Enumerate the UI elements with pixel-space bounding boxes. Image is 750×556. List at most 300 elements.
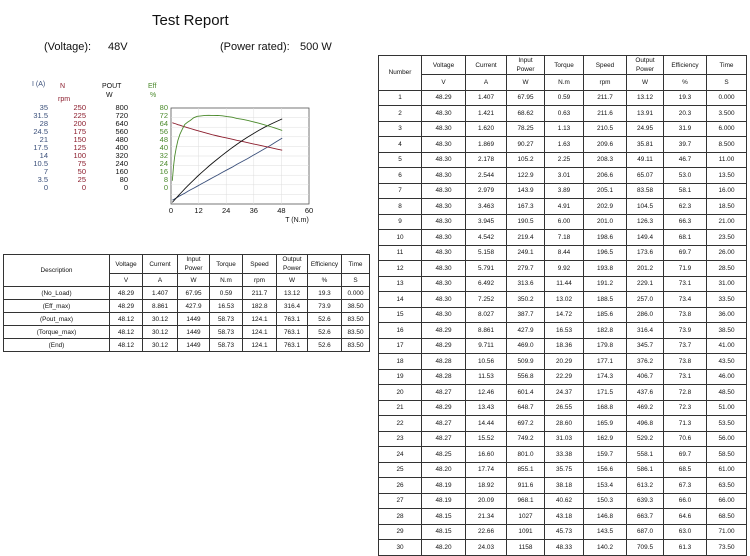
- table-cell: 12: [379, 261, 422, 277]
- column-header: Input Power: [507, 56, 545, 75]
- table-cell: 350.2: [507, 292, 545, 308]
- column-unit: S: [342, 274, 370, 287]
- table-cell: 83.50: [342, 313, 370, 326]
- table-cell: 801.0: [507, 447, 545, 463]
- table-cell: 639.3: [627, 493, 664, 509]
- table-cell: 191.2: [584, 276, 627, 292]
- table-cell: 529.2: [627, 431, 664, 447]
- table-cell: 1.620: [466, 121, 507, 137]
- table-cell: 83.58: [627, 183, 664, 199]
- y-tick-label: 24: [159, 159, 168, 168]
- table-cell: 11: [379, 245, 422, 261]
- column-header: Current: [466, 56, 507, 75]
- table-cell: 167.3: [507, 199, 545, 215]
- table-cell: 38.18: [545, 478, 584, 494]
- table-cell: 855.1: [507, 462, 545, 478]
- table-cell: 46.7: [664, 152, 707, 168]
- table-cell: 1.407: [466, 90, 507, 106]
- table-cell: 12.46: [466, 385, 507, 401]
- table-cell: 15: [379, 307, 422, 323]
- table-cell: 48.33: [545, 540, 584, 556]
- table-cell: 709.5: [627, 540, 664, 556]
- table-cell: 1449: [178, 313, 210, 326]
- table-cell: 40.62: [545, 493, 584, 509]
- table-cell: 22.29: [545, 369, 584, 385]
- table-cell: 201.0: [584, 214, 627, 230]
- table-cell: 126.3: [627, 214, 664, 230]
- voltage-label: (Voltage):: [44, 41, 92, 53]
- table-cell: 763.1: [277, 339, 308, 352]
- voltage-value: 48V: [108, 41, 128, 53]
- table-cell: 558.1: [627, 447, 664, 463]
- table-row: [379, 307, 747, 323]
- performance-chart: [169, 106, 349, 226]
- x-tick-label: 60: [304, 206, 314, 215]
- y-tick-label: 200: [73, 119, 86, 128]
- table-cell: 345.7: [627, 338, 664, 354]
- table-cell: 16.00: [707, 183, 747, 199]
- table-cell: 201.2: [627, 261, 664, 277]
- table-row: [379, 462, 747, 478]
- table-row: [4, 339, 370, 352]
- column-unit: rpm: [243, 274, 277, 287]
- y-tick-label: 560: [115, 127, 128, 136]
- table-cell: 8.44: [545, 245, 584, 261]
- x-tick-label: 0: [169, 206, 174, 215]
- table-cell: 185.6: [584, 307, 627, 323]
- column-header: Input Power: [178, 255, 210, 274]
- table-cell: 5.791: [466, 261, 507, 277]
- table-cell: 18.92: [466, 478, 507, 494]
- table-cell: 211.7: [584, 90, 627, 106]
- y-tick-label: 100: [73, 151, 86, 160]
- table-cell: 162.9: [584, 431, 627, 447]
- table-cell: 211.7: [243, 287, 277, 300]
- y-tick-label: 250: [73, 103, 86, 112]
- table-cell: 3: [379, 121, 422, 137]
- table-cell: 2.544: [466, 168, 507, 184]
- y-tick-label: 40: [159, 143, 168, 152]
- table-row: [379, 199, 747, 215]
- table-cell: 33.38: [545, 447, 584, 463]
- table-cell: 6.000: [707, 121, 747, 137]
- table-cell: 24: [379, 447, 422, 463]
- table-cell: 48.50: [707, 385, 747, 401]
- table-cell: 71.00: [707, 524, 747, 540]
- table-cell: 73.7: [664, 338, 707, 354]
- table-cell: 174.3: [584, 369, 627, 385]
- table-cell: 143.9: [507, 183, 545, 199]
- table-cell: 22: [379, 416, 422, 432]
- table-cell: 249.1: [507, 245, 545, 261]
- x-tick-label: 24: [222, 206, 231, 215]
- table-cell: 3.01: [545, 168, 584, 184]
- table-row: [379, 90, 747, 106]
- table-cell: 61.00: [707, 462, 747, 478]
- x-tick-label: 12: [194, 206, 203, 215]
- table-cell: 427.9: [178, 300, 210, 313]
- table-cell: 211.6: [584, 106, 627, 122]
- table-cell: 1091: [507, 524, 545, 540]
- table-cell: 687.0: [627, 524, 664, 540]
- table-cell: 69.7: [664, 447, 707, 463]
- table-cell: 21.34: [466, 509, 507, 525]
- column-header: Current: [143, 255, 178, 274]
- table-cell: 48.30: [422, 183, 466, 199]
- table-cell: 29: [379, 524, 422, 540]
- table-cell: 48.15: [422, 524, 466, 540]
- table-cell: 9: [379, 214, 422, 230]
- y-tick-label: 35: [39, 103, 48, 112]
- table-cell: 13.12: [277, 287, 308, 300]
- table-cell: 8.027: [466, 307, 507, 323]
- table-cell: 2.25: [545, 152, 584, 168]
- column-header: Number: [379, 56, 422, 91]
- table-row: [4, 326, 370, 339]
- table-cell: 20: [379, 385, 422, 401]
- summary-table: [3, 254, 370, 352]
- table-cell: 5.158: [466, 245, 507, 261]
- table-cell: 31.03: [545, 431, 584, 447]
- y-tick-label: 125: [73, 143, 86, 152]
- table-cell: 150.3: [584, 493, 627, 509]
- table-cell: 48.20: [422, 540, 466, 556]
- table-cell: 39.7: [664, 137, 707, 153]
- table-cell: 71.3: [664, 416, 707, 432]
- y-tick-label: 31.5: [33, 111, 48, 120]
- table-cell: 1027: [507, 509, 545, 525]
- power-rated-value: 500 W: [300, 41, 332, 53]
- table-cell: 16: [379, 323, 422, 339]
- table-row: [379, 106, 747, 122]
- table-cell: 496.8: [627, 416, 664, 432]
- table-cell: 48.30: [422, 307, 466, 323]
- table-cell: 28: [379, 509, 422, 525]
- table-cell: 8.861: [466, 323, 507, 339]
- y-tick-label: 80: [119, 175, 128, 184]
- table-cell: 2: [379, 106, 422, 122]
- table-cell: 1.407: [143, 287, 178, 300]
- table-cell: 23.50: [707, 230, 747, 246]
- table-cell: 16.60: [466, 447, 507, 463]
- table-cell: 205.1: [584, 183, 627, 199]
- table-cell: 8.861: [143, 300, 178, 313]
- column-header: Efficiency: [308, 255, 342, 274]
- table-cell: 48.29: [110, 287, 143, 300]
- table-cell: 48.30: [422, 121, 466, 137]
- table-cell: 1.421: [466, 106, 507, 122]
- table-cell: 7: [379, 183, 422, 199]
- column-unit: N.m: [210, 274, 243, 287]
- table-cell: 68.62: [507, 106, 545, 122]
- table-cell: 48.29: [422, 90, 466, 106]
- table-cell: 48.30: [422, 137, 466, 153]
- table-cell: 124.1: [243, 313, 277, 326]
- table-row: [379, 509, 747, 525]
- table-cell: 11.44: [545, 276, 584, 292]
- table-cell: 219.4: [507, 230, 545, 246]
- table-cell: 7.252: [466, 292, 507, 308]
- y-tick-label: 72: [159, 111, 168, 120]
- table-cell: 4.91: [545, 199, 584, 215]
- table-cell: 30.12: [143, 326, 178, 339]
- table-cell: 51.00: [707, 400, 747, 416]
- table-cell: 45.73: [545, 524, 584, 540]
- table-cell: 18.36: [545, 338, 584, 354]
- table-cell: 83.50: [342, 326, 370, 339]
- table-cell: (Eff_max): [4, 300, 110, 313]
- y-tick-label: 150: [73, 135, 86, 144]
- table-cell: 209.6: [584, 137, 627, 153]
- table-cell: 48.30: [422, 168, 466, 184]
- table-cell: 15.52: [466, 431, 507, 447]
- table-row: [379, 338, 747, 354]
- table-cell: 208.3: [584, 152, 627, 168]
- y-tick-label: 480: [115, 135, 128, 144]
- column-header: Description: [4, 255, 110, 287]
- table-cell: 663.7: [627, 509, 664, 525]
- column-unit: S: [707, 75, 747, 91]
- table-row: [379, 385, 747, 401]
- table-cell: 73.8: [664, 307, 707, 323]
- column-header: Output Power: [277, 255, 308, 274]
- x-axis-label: T (N.m): [285, 217, 309, 224]
- table-cell: 1449: [178, 326, 210, 339]
- table-cell: 697.2: [507, 416, 545, 432]
- current-ticks: [8, 104, 48, 192]
- table-row: [379, 323, 747, 339]
- table-cell: 46.00: [707, 369, 747, 385]
- table-cell: 22.66: [466, 524, 507, 540]
- table-cell: 52.6: [308, 326, 342, 339]
- table-cell: 36.00: [707, 307, 747, 323]
- table-cell: 6: [379, 168, 422, 184]
- table-cell: 104.5: [627, 199, 664, 215]
- table-cell: 71.9: [664, 261, 707, 277]
- table-cell: 188.5: [584, 292, 627, 308]
- table-cell: 48.30: [422, 214, 466, 230]
- table-cell: 26.00: [707, 245, 747, 261]
- table-cell: 11.00: [707, 152, 747, 168]
- table-cell: 53.50: [707, 416, 747, 432]
- table-cell: 1: [379, 90, 422, 106]
- table-cell: 48.30: [422, 106, 466, 122]
- table-cell: 62.3: [664, 199, 707, 215]
- table-cell: 73.1: [664, 369, 707, 385]
- table-cell: 177.1: [584, 354, 627, 370]
- table-cell: 11.53: [466, 369, 507, 385]
- table-cell: 171.5: [584, 385, 627, 401]
- table-cell: 19.3: [308, 287, 342, 300]
- table-cell: 48.12: [110, 313, 143, 326]
- table-cell: 48.30: [422, 152, 466, 168]
- table-cell: 316.4: [277, 300, 308, 313]
- power-axis-caption: POUT: [102, 83, 122, 90]
- table-cell: 16.53: [545, 323, 584, 339]
- table-cell: 968.1: [507, 493, 545, 509]
- y-tick-label: 14: [39, 151, 48, 160]
- table-cell: 279.7: [507, 261, 545, 277]
- table-row: [379, 400, 747, 416]
- table-cell: 7.18: [545, 230, 584, 246]
- table-row: [379, 137, 747, 153]
- table-cell: 48.30: [422, 276, 466, 292]
- table-cell: 763.1: [277, 313, 308, 326]
- x-tick-label: 48: [277, 206, 286, 215]
- table-cell: 48.29: [110, 300, 143, 313]
- table-row: [4, 300, 370, 313]
- table-cell: 52.6: [308, 339, 342, 352]
- table-cell: 509.9: [507, 354, 545, 370]
- table-cell: 124.1: [243, 326, 277, 339]
- column-unit: W: [627, 75, 664, 91]
- table-cell: 13.50: [707, 168, 747, 184]
- table-cell: 48.30: [422, 230, 466, 246]
- table-cell: 24.37: [545, 385, 584, 401]
- y-tick-label: 7: [43, 167, 48, 176]
- y-tick-label: 240: [115, 159, 128, 168]
- power-axis-unit: W: [106, 92, 113, 99]
- table-cell: 65.07: [627, 168, 664, 184]
- column-header: Efficiency: [664, 56, 707, 75]
- table-cell: 149.4: [627, 230, 664, 246]
- y-tick-label: 50: [77, 167, 86, 176]
- table-cell: 73.4: [664, 292, 707, 308]
- table-cell: 6.492: [466, 276, 507, 292]
- y-tick-label: 64: [159, 119, 168, 128]
- power-ticks: [100, 104, 128, 192]
- table-cell: 20.09: [466, 493, 507, 509]
- table-cell: 68.1: [664, 230, 707, 246]
- table-cell: 387.7: [507, 307, 545, 323]
- table-cell: 10.56: [466, 354, 507, 370]
- table-row: [379, 354, 747, 370]
- table-cell: 8.500: [707, 137, 747, 153]
- table-row: [379, 416, 747, 432]
- table-cell: 105.2: [507, 152, 545, 168]
- y-tick-label: 75: [77, 159, 86, 168]
- table-cell: 72.8: [664, 385, 707, 401]
- table-cell: (Torque_max): [4, 326, 110, 339]
- table-cell: 35.81: [627, 137, 664, 153]
- table-cell: 73.50: [707, 540, 747, 556]
- table-row: [379, 261, 747, 277]
- table-cell: 24.03: [466, 540, 507, 556]
- column-header: Voltage: [110, 255, 143, 274]
- table-cell: 1.63: [545, 137, 584, 153]
- table-cell: 58.50: [707, 447, 747, 463]
- table-cell: 3.89: [545, 183, 584, 199]
- table-cell: 73.1: [664, 276, 707, 292]
- table-cell: 48.30: [422, 292, 466, 308]
- column-unit: V: [422, 75, 466, 91]
- table-cell: 17: [379, 338, 422, 354]
- table-cell: 90.27: [507, 137, 545, 153]
- y-tick-label: 3.5: [37, 175, 48, 184]
- table-cell: 35.75: [545, 462, 584, 478]
- table-cell: 20.3: [664, 106, 707, 122]
- table-cell: 58.1: [664, 183, 707, 199]
- table-cell: 13.43: [466, 400, 507, 416]
- y-tick-label: 48: [159, 135, 168, 144]
- table-cell: 13.12: [627, 90, 664, 106]
- table-cell: 48.29: [422, 400, 466, 416]
- table-cell: 140.2: [584, 540, 627, 556]
- table-cell: 146.8: [584, 509, 627, 525]
- y-tick-label: 16: [159, 167, 168, 176]
- table-cell: 376.2: [627, 354, 664, 370]
- table-cell: 30.12: [143, 339, 178, 352]
- table-cell: 48.19: [422, 493, 466, 509]
- y-tick-label: 800: [115, 103, 128, 112]
- y-tick-label: 320: [115, 151, 128, 160]
- table-row: [379, 121, 747, 137]
- table-cell: 48.12: [110, 339, 143, 352]
- table-cell: 0.59: [210, 287, 243, 300]
- table-cell: 19: [379, 369, 422, 385]
- table-cell: 73.9: [308, 300, 342, 313]
- table-cell: 4: [379, 137, 422, 153]
- table-cell: 53.0: [664, 168, 707, 184]
- table-cell: 3.945: [466, 214, 507, 230]
- y-tick-label: 175: [73, 127, 86, 136]
- table-cell: 427.9: [507, 323, 545, 339]
- x-tick-label: 36: [249, 206, 258, 215]
- table-cell: 9.92: [545, 261, 584, 277]
- table-cell: 229.1: [627, 276, 664, 292]
- y-tick-label: 17.5: [33, 143, 48, 152]
- column-header: Time: [342, 255, 370, 274]
- table-cell: 83.50: [342, 339, 370, 352]
- table-cell: 48.27: [422, 416, 466, 432]
- table-cell: 10: [379, 230, 422, 246]
- table-cell: 66.00: [707, 493, 747, 509]
- speed-axis-caption: rpm: [58, 96, 71, 103]
- table-cell: 64.6: [664, 509, 707, 525]
- table-cell: 25: [379, 462, 422, 478]
- table-cell: 286.0: [627, 307, 664, 323]
- speed-ticks: [52, 104, 86, 192]
- eff-axis-unit: %: [150, 92, 157, 99]
- table-row: [4, 287, 370, 300]
- column-unit: %: [308, 274, 342, 287]
- table-row: [379, 540, 747, 556]
- table-cell: 198.6: [584, 230, 627, 246]
- table-cell: 48.30: [422, 261, 466, 277]
- table-cell: 8: [379, 199, 422, 215]
- table-cell: 18.50: [707, 199, 747, 215]
- table-cell: 63.0: [664, 524, 707, 540]
- table-cell: 49.11: [627, 152, 664, 168]
- table-cell: 648.7: [507, 400, 545, 416]
- table-cell: 18: [379, 354, 422, 370]
- table-cell: 56.00: [707, 431, 747, 447]
- column-unit: W: [178, 274, 210, 287]
- table-row: [379, 493, 747, 509]
- table-cell: 182.8: [584, 323, 627, 339]
- column-unit: N.m: [545, 75, 584, 91]
- table-cell: 48.20: [422, 462, 466, 478]
- table-cell: 48.19: [422, 478, 466, 494]
- table-cell: 313.6: [507, 276, 545, 292]
- table-cell: 58.73: [210, 339, 243, 352]
- table-cell: 13.91: [627, 106, 664, 122]
- column-header: Speed: [584, 56, 627, 75]
- table-row: [379, 168, 747, 184]
- table-cell: 41.00: [707, 338, 747, 354]
- table-cell: 68.50: [707, 509, 747, 525]
- table-cell: 58.73: [210, 326, 243, 339]
